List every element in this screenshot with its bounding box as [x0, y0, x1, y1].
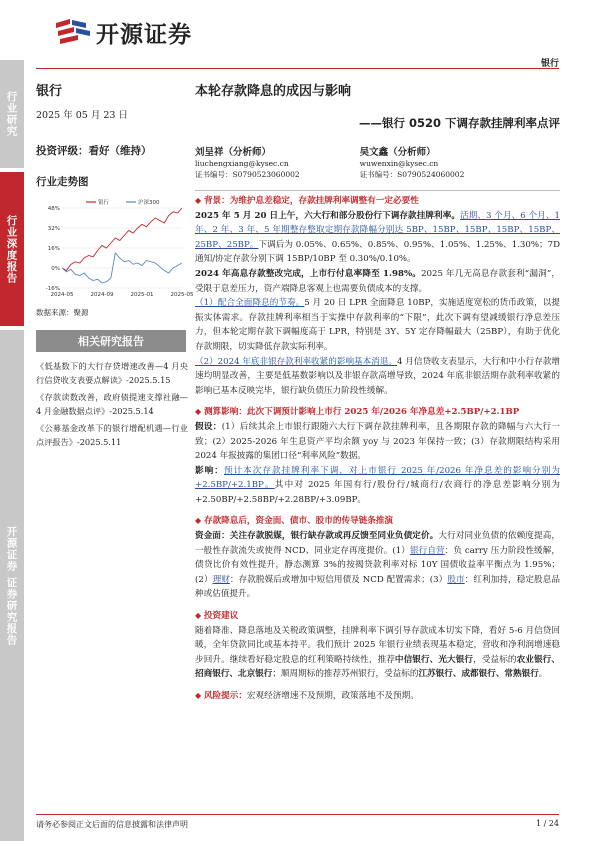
brand-logo [56, 16, 192, 49]
analyst-2 [360, 147, 465, 180]
diamond-bullet-icon: ◆ [195, 406, 204, 417]
legend-label: 银行 [98, 200, 110, 206]
text: 4 月信贷收支表显示，大行和中小行存款增速均明显改善，主要是低基数影响以及非银存款高增导致，2024 年底非银活期存款利率收紧的影响已基本反映完毕，银行缺负债压力阶段性缓解。 [195, 356, 561, 396]
analyst-cert: 证书编号：S0790524060002 [359, 170, 465, 179]
brand-name: 开源证券 [96, 22, 192, 48]
paragraph [195, 624, 560, 682]
analyst-cert: 证书编号：S0790523060002 [195, 170, 300, 179]
chart-source: 数据来源：聚源 [36, 308, 89, 317]
sidebar-block-brand: 开源证券 证券研究报告 [0, 330, 24, 841]
sidebar [0, 0, 24, 841]
footer-divider [36, 814, 559, 815]
text: ：负 carry 压力阶段性缓解，债贷比价有效性提升，静态测算 3%的按揭贷款利率对标 10Y 国债收益率平衡点为 1.95%；(2） [195, 545, 560, 585]
section-investment-title [195, 608, 560, 624]
paragraph [195, 464, 560, 508]
underlined-text: 活期、3 个月、6 个月、1 年、2 年、3 年、5 年期整存整取定期存款降幅分别达 5BP、15BP、15BP、15BP、15BP、25BP、25BP。 [195, 210, 560, 250]
section-transmission-title [195, 513, 560, 529]
legend-label: 沪深300 [138, 200, 160, 206]
text: 下调后为 0.05%、0.65%、0.85%、0.95%、1.05%、1.25%、1.30%；7D 通知/协定存款分别下调 15BP/10BP 至 0.30%/0.10%。 [195, 239, 560, 265]
x-tick-label: 2025-01 [130, 292, 154, 298]
x-tick-label: 2024-05 [50, 292, 74, 298]
x-tick-label: 2024-09 [90, 292, 114, 298]
analyst-name: 吴文鑫（分析师） [359, 147, 436, 158]
left-column [36, 80, 186, 189]
section-title-text: 背景：为维护息差稳定，存款挂牌利率调整有一定必要性 [203, 196, 419, 206]
paragraph [195, 209, 560, 267]
underlined-text: （1）配合全面降息的节奏。 [195, 298, 305, 309]
related-report-item[interactable]: 《公募基金改革下的银行增配机遇—行业点评报告》-2025.5.11 [36, 423, 188, 447]
risk-warning [195, 688, 560, 704]
paragraph [195, 420, 560, 464]
trend-chart [36, 196, 194, 304]
analyst-divider [195, 190, 560, 191]
x-tick-label: 2025-05 [170, 292, 194, 298]
section-impact-title [195, 404, 560, 420]
section-title-text: 投资建议 [203, 611, 239, 622]
text: ：存款脱媒后或增加中短信用债及 NCD 配置需求；(3） [229, 574, 448, 585]
text: 2025 年几无高息存款套利“漏洞”，受限于息差压力，资产端降息客观上也需要负债成本的支撑。 [195, 268, 561, 294]
footer-disclaimer: 请务必参阅正文后面的信息披露和法律声明 [36, 820, 188, 829]
y-tick-label: 16% [47, 246, 60, 252]
paragraph [195, 296, 560, 354]
header-industry-tag: 银行 [540, 59, 559, 69]
bold-text: 影响： [195, 465, 224, 476]
text: 随着降准、降息落地及关税政策调整，挂牌利率下调引导存款成本切实下降，看好 5-6 月信贷回暖，全年贷款同比或基本持平。我们预计 2025 年银行业绩表现基本稳定，营收和净利润增速稳步回升。继续看好稳定股息的红利策略持续性，推荐 [195, 625, 560, 665]
series-line-0 [62, 208, 182, 271]
text: 5 月 20 日 LPR 全面降息 10BP，实施适度宽松的货币政策，以提振实体需求。存款挂牌利率相当于实操中存款利率的“下限”，此次下调有望减缓银行净息差压力，但本轮定期存款下调幅度高于 LPR，特别是 3Y、5Y 定存降幅最大（25BP），有助于优化存款期限，切实降低存款实际利率。 [195, 298, 560, 352]
section-title-text: 测算影响：此次下调预计影响上市行 2025 年/2026 年净息差+2.5BP/+2.1BP [203, 407, 520, 418]
report-date: 2025 年 05 月 23 日 [36, 110, 128, 121]
diamond-bullet-icon: ◆ [195, 610, 204, 621]
related-reports-list [36, 360, 188, 453]
text: ：红利加持，稳定股息品种或估值提升。 [195, 574, 560, 600]
related-report-item[interactable]: 《存款读数改善，政府债提速支撑社融—4 月金融数据点评》-2025.5.14 [36, 392, 188, 416]
underlined-text: 股市 [447, 574, 465, 585]
text: 宏观经济增速不及预期，政策落地不及预期。 [246, 691, 419, 701]
bold-text: 2024 年高息存款整改完成，上市行付息率降至 1.98%。 [195, 268, 422, 279]
text: 大行对同业负债的依赖度提高，一般性存款流失或使得 NCD、同业定存再度提价。(1） [195, 531, 560, 556]
analyst-email[interactable]: liuchengxiang@kysec.cn [195, 159, 289, 168]
underlined-text: 银行自营 [409, 545, 445, 556]
section-title-text: 风险提示： [203, 691, 247, 701]
related-report-item[interactable]: 《低基数下的大行存贷增速改善—4 月央行信贷收支表要点解读》-2025.5.15 [36, 361, 188, 385]
analyst-name: 刘呈祥（分析师） [195, 147, 272, 158]
bold-text: 江苏银行、成都银行、常熟银行 [418, 669, 539, 680]
section-background-title [195, 193, 560, 209]
y-tick-label: -16% [45, 286, 60, 292]
sidebar-block-report-type: 行业深度报告 [0, 172, 24, 326]
header-divider [36, 68, 559, 69]
bold-text: 中信银行、光大银行 [394, 654, 474, 665]
paragraph [195, 267, 560, 296]
report-body [195, 193, 560, 704]
paragraph [195, 355, 560, 399]
page-number: 1 / 24 [535, 819, 559, 828]
y-tick-label: 48% [47, 206, 60, 212]
diamond-bullet-icon: ◆ [195, 515, 204, 526]
brand-logo-icon [56, 19, 90, 47]
text: ，受益标的 [473, 654, 517, 665]
bold-text: 假设： [195, 421, 222, 432]
diamond-bullet-icon: ◆ [195, 690, 204, 700]
text: 其中对 2025 年国有行/股份行/城商行/农商行的净息差影响分别为+2.50BP/+2.58BP/+2.28BP/+3.09BP。 [195, 480, 560, 505]
y-tick-label: 32% [47, 226, 60, 232]
sidebar-block-industry-research: 行业研究 [0, 60, 24, 168]
analyst-1 [195, 147, 300, 180]
paragraph [195, 529, 560, 602]
analyst-email[interactable]: wuwenxin@kysec.cn [359, 159, 439, 168]
trend-chart-title: 行业走势图 [36, 176, 89, 188]
section-title-text: 存款降息后，资金面、债市、股市的传导链条推演 [203, 516, 394, 527]
bold-text: 资金面：关注存款脱媒，银行缺存款或再反馈至同业负债定价。 [195, 531, 439, 542]
analyst-block [195, 147, 464, 180]
text: ；顺周期标的推荐苏州银行，受益标的 [272, 669, 419, 680]
report-subtitle: ——银行 0520 下调存款挂牌利率点评 [358, 116, 560, 130]
y-tick-label: 0% [51, 266, 60, 272]
industry-label: 银行 [36, 84, 63, 99]
related-reports-header: 相关研究报告 [36, 330, 186, 352]
report-title: 本轮存款降息的成因与影响 [195, 84, 352, 99]
text: 。 [538, 669, 548, 680]
investment-rating: 投资评级：看好（维持） [36, 145, 152, 157]
underlined-text: 理财 [212, 574, 230, 585]
underlined-text: （2）2024 年底非银存款利率收紧的影响基本消退。 [195, 356, 398, 367]
underlined-text: 预计本次存款挂牌利率下调，对上市银行 2025 年/2026 年净息差的影响分别为+2.5BP/+2.1BP。 [195, 465, 560, 491]
text: (1）后续其余上市银行跟随六大行下调存款挂牌利率，且各期限存款的降幅与六大行一致；(2）2025-2026 年生息资产平均余额 yoy 与 2023 年保持一致；(3）存款期限结构采用 2024 年报披露的集团口径“利率风险”数据。 [195, 421, 560, 462]
diamond-bullet-icon: ◆ [195, 195, 204, 205]
bold-text: 2025 年 5 月 20 日上午，六大行和部分股份行下调存款挂牌利率。 [195, 210, 461, 221]
bold-text: 农业银行、招商银行、北京银行 [195, 654, 560, 680]
